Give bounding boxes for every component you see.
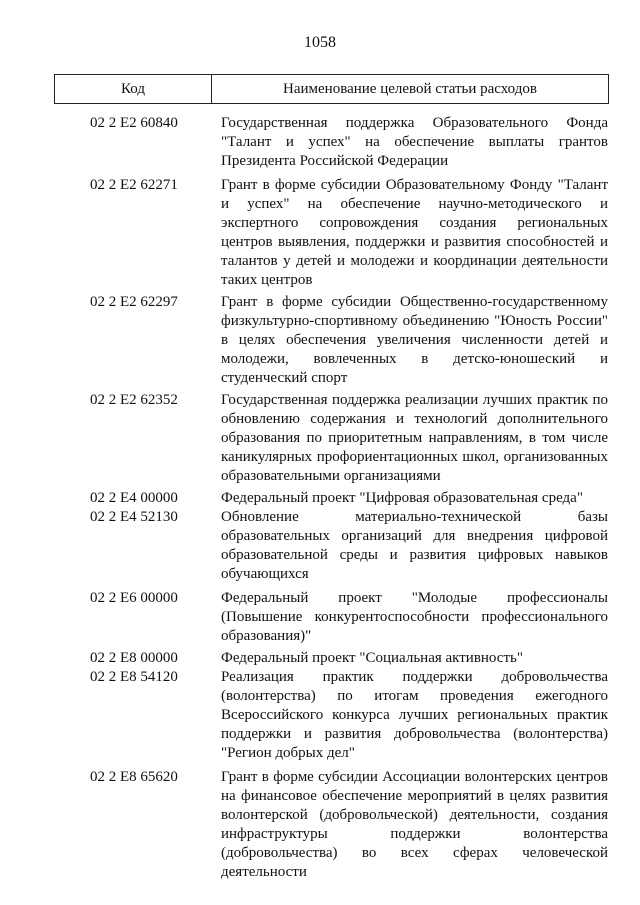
table-row bbox=[0, 589, 640, 646]
entry-name: Обновление материально-технической базы образовательных организаций для внедрения цифровой образовательной среды и развития цифровых навыков обучающихся bbox=[221, 509, 608, 582]
entry-code: 02 2 E4 00000 bbox=[90, 490, 178, 506]
entry-name: Федеральный проект "Социальная активность" bbox=[221, 650, 523, 666]
table-row bbox=[0, 293, 640, 388]
entry-name: Грант в форме субсидии Образовательному Фонду "Талант и успех" на обеспечение научно-методического и экспертного сопровождения создания региональных центров выявления, поддержки и развития способностей и талантов у детей и молодежи и координации деятельности таких центров bbox=[221, 177, 608, 288]
entry-code: 02 2 E6 00000 bbox=[90, 590, 178, 606]
column-header-code: Код bbox=[121, 81, 145, 97]
entry-code: 02 2 E2 62271 bbox=[90, 177, 178, 193]
entry-code: 02 2 E4 52130 bbox=[90, 509, 178, 525]
entry-name: Государственная поддержка Образовательного Фонда "Талант и успех" на обеспечение выплаты грантов Президента Российской Федерации bbox=[221, 115, 608, 169]
entry-name: Реализация практик поддержки добровольчества (волонтерства) по итогам проведения ежегодного Всероссийского конкурса лучших региональных практик поддержки и развития добровольчества (волонтерства) "Регион добрых дел" bbox=[221, 669, 608, 761]
column-header-name: Наименование целевой статьи расходов bbox=[283, 81, 537, 97]
entry-code: 02 2 E8 65620 bbox=[90, 769, 178, 785]
entry-name: Федеральный проект "Цифровая образовательная среда" bbox=[221, 490, 583, 506]
table-header bbox=[54, 74, 609, 104]
entry-name: Государственная поддержка реализации лучших практик по обновлению содержания и технологий дополнительного образования по приоритетным направлениям, в том числе каникулярных профориентационных школ, организованных образовательными организациями bbox=[221, 392, 608, 484]
entries-list bbox=[0, 114, 640, 882]
table-row bbox=[0, 649, 640, 668]
table-row bbox=[0, 114, 640, 171]
table-row bbox=[0, 668, 640, 763]
table-row bbox=[0, 768, 640, 882]
entry-code: 02 2 E2 62297 bbox=[90, 294, 178, 310]
entry-code: 02 2 E8 00000 bbox=[90, 650, 178, 666]
table-row bbox=[0, 508, 640, 584]
table-row bbox=[0, 391, 640, 486]
table-row bbox=[0, 489, 640, 508]
table-row bbox=[0, 176, 640, 290]
entry-code: 02 2 E2 60840 bbox=[90, 115, 178, 131]
entry-name: Федеральный проект "Молодые профессионалы (Повышение конкурентоспособности профессионального образования)" bbox=[221, 590, 608, 644]
entry-name: Грант в форме субсидии Общественно-государственному физкультурно-спортивному объединению "Юность России" в целях обеспечения увеличения численности детей и молодежи, вовлеченных в детско-юношеский и студенческий спорт bbox=[221, 294, 608, 386]
page-number: 1058 bbox=[304, 34, 336, 51]
entry-code: 02 2 E2 62352 bbox=[90, 392, 178, 408]
entry-name: Грант в форме субсидии Ассоциации волонтерских центров на финансовое обеспечение мероприятий в целях развития волонтерской (добровольческой) деятельности, создания инфраструктуры поддержки волонтерства (добровольчества) во всех сферах человеческой деятельности bbox=[221, 769, 608, 880]
entry-code: 02 2 E8 54120 bbox=[90, 669, 178, 685]
